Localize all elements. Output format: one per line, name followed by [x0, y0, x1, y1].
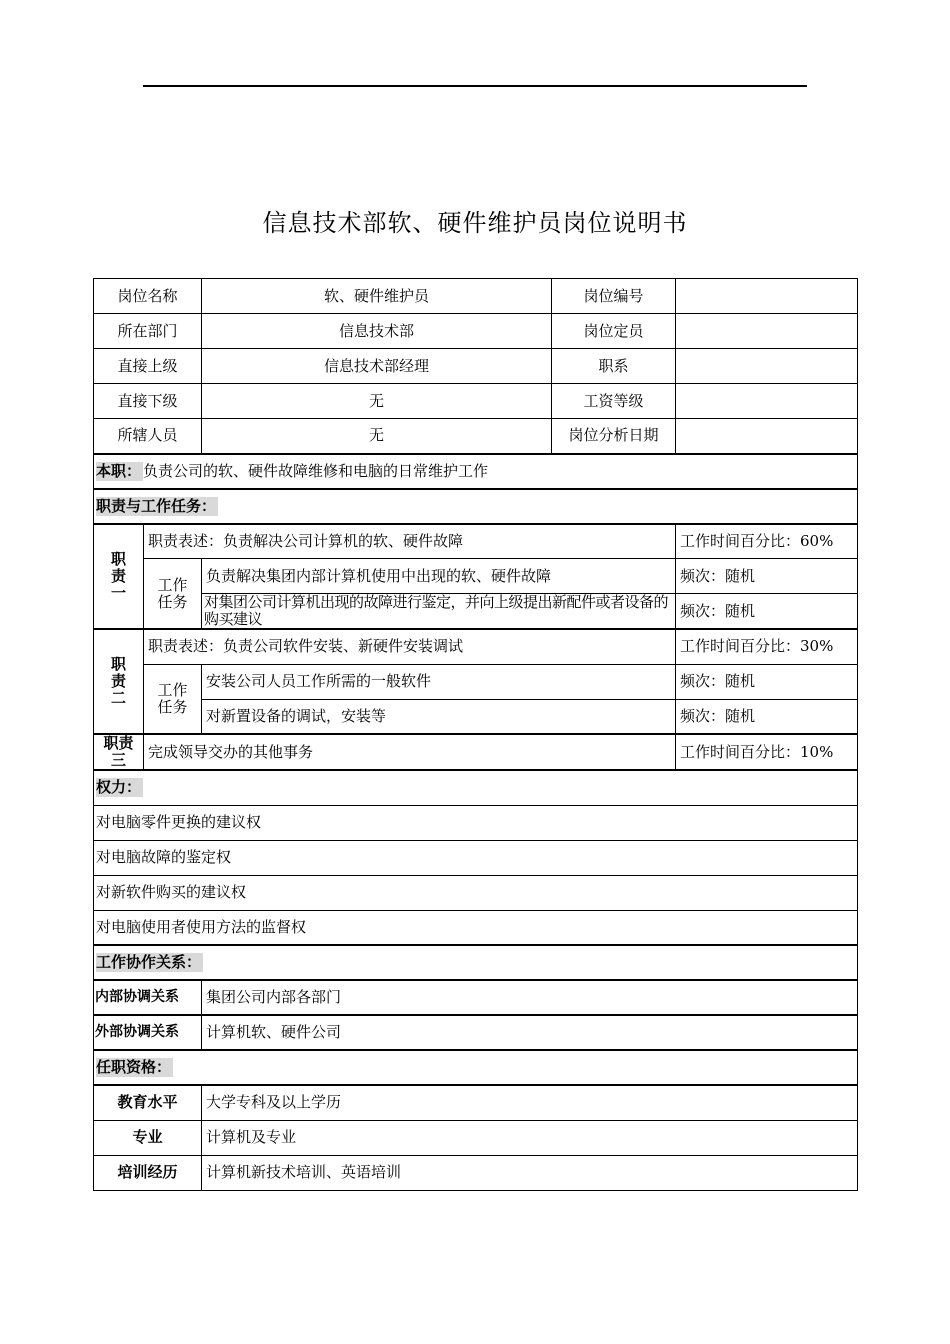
duty-statement: 职责表述：负责公司软件安装、新硬件安装调试 — [144, 629, 676, 664]
basic-label: 直接上级 — [94, 349, 202, 384]
header-rule — [143, 85, 807, 87]
basic-label: 岗位定员 — [552, 314, 676, 349]
basic-label: 直接下级 — [94, 384, 202, 419]
relation-value: 计算机软、硬件公司 — [202, 1015, 858, 1050]
duty-label-char: 一 — [110, 583, 126, 602]
basic-label: 工资等级 — [552, 384, 676, 419]
duty-label-char: 三 — [110, 751, 126, 769]
relation-row — [94, 980, 858, 1015]
duty-label-char: 责 — [110, 566, 126, 585]
relation-label: 内部协调关系 — [94, 980, 202, 1015]
duty-time-share: 工作时间百分比：10% — [676, 734, 858, 770]
section-header-row — [94, 489, 858, 524]
basic-value — [676, 279, 858, 314]
authority-header: 权力： — [96, 778, 142, 797]
basic-label: 所辖人员 — [94, 419, 202, 454]
relation-label: 外部协调关系 — [94, 1015, 202, 1050]
basic-info-row — [94, 419, 858, 454]
duty-statement-row — [94, 734, 858, 770]
duty-1-label — [94, 524, 144, 630]
duty-label-char: 二 — [110, 689, 126, 707]
work-label-line: 任务 — [157, 592, 188, 611]
summary-text: 负责公司的软、硬件故障维修和电脑的日常维护工作 — [143, 461, 489, 480]
duty-time-share: 工作时间百分比：60% — [676, 524, 858, 559]
basic-info-row — [94, 314, 858, 349]
basic-value: 软、硬件维护员 — [202, 279, 552, 314]
task-row — [94, 559, 858, 594]
work-task-label — [144, 664, 202, 734]
basic-label: 岗位分析日期 — [552, 419, 676, 454]
relation-row — [94, 1015, 858, 1050]
section-header-row — [94, 1050, 858, 1085]
authority-row — [94, 875, 858, 910]
qualification-row — [94, 1155, 858, 1190]
task-text: 对新置设备的调试，安装等 — [202, 699, 676, 734]
duty-statement-row — [94, 629, 858, 664]
basic-value: 无 — [202, 419, 552, 454]
basic-label: 岗位名称 — [94, 279, 202, 314]
duty-label-char: 职 — [110, 655, 126, 673]
duty-label-char: 职 — [110, 549, 126, 568]
duty-time-share: 工作时间百分比：30% — [676, 629, 858, 664]
qualification-row — [94, 1085, 858, 1120]
duty-label-char: 责 — [110, 672, 126, 690]
relation-value: 集团公司内部各部门 — [202, 980, 858, 1015]
qualification-label: 教育水平 — [94, 1085, 202, 1120]
basic-label: 岗位编号 — [552, 279, 676, 314]
basic-value — [676, 349, 858, 384]
task-text: 对集团公司计算机出现的故障进行鉴定，并向上级提出新配件或者设备的购买建议 — [202, 594, 676, 630]
task-text: 安装公司人员工作所需的一般软件 — [202, 664, 676, 699]
basic-info-row — [94, 349, 858, 384]
task-frequency: 频次：随机 — [676, 594, 858, 630]
authority-row — [94, 840, 858, 875]
authority-row — [94, 805, 858, 840]
duty-2-label — [94, 629, 144, 734]
relations-header: 工作协作关系： — [96, 953, 202, 971]
qualification-label: 专业 — [94, 1120, 202, 1155]
qualification-label: 培训经历 — [94, 1155, 202, 1190]
job-description-table — [93, 278, 858, 1191]
authority-item: 对电脑使用者使用方法的监督权 — [94, 910, 858, 945]
basic-value — [676, 419, 858, 454]
basic-value — [676, 314, 858, 349]
duty-statement: 完成领导交办的其他事务 — [144, 734, 676, 770]
qualification-row — [94, 1120, 858, 1155]
duty-label-char: 职责 — [103, 734, 134, 752]
task-row — [94, 594, 858, 630]
work-label-line: 任务 — [157, 697, 188, 716]
task-frequency: 频次：随机 — [676, 664, 858, 699]
qualifications-header: 任职资格： — [96, 1058, 172, 1076]
qualification-value: 计算机新技术培训、英语培训 — [202, 1155, 858, 1190]
summary-label: 本职： — [96, 461, 142, 480]
task-frequency: 频次：随机 — [676, 559, 858, 594]
basic-value: 无 — [202, 384, 552, 419]
page-title: 信息技术部软、硬件维护员岗位说明书 — [262, 209, 688, 237]
authority-item: 对电脑故障的鉴定权 — [94, 840, 858, 875]
summary-row — [94, 454, 858, 489]
work-label-line: 工作 — [157, 680, 188, 699]
section-header-row — [94, 770, 858, 805]
task-row — [94, 699, 858, 734]
duty-statement-row — [94, 524, 858, 559]
task-row — [94, 664, 858, 699]
duties-header: 职责与工作任务： — [96, 496, 217, 515]
basic-info-row — [94, 279, 858, 314]
task-text: 负责解决集团内部计算机使用中出现的软、硬件故障 — [202, 559, 676, 594]
work-label-line: 工作 — [157, 575, 188, 594]
basic-label: 所在部门 — [94, 314, 202, 349]
authority-item: 对新软件购买的建议权 — [94, 875, 858, 910]
duty-3-label — [94, 734, 144, 770]
authority-row — [94, 910, 858, 945]
work-task-label — [144, 559, 202, 630]
basic-value — [676, 384, 858, 419]
basic-info-row — [94, 384, 858, 419]
authority-item: 对电脑零件更换的建议权 — [94, 805, 858, 840]
duty-statement: 职责表述：负责解决公司计算机的软、硬件故障 — [144, 524, 676, 559]
qualification-value: 计算机及专业 — [202, 1120, 858, 1155]
basic-value: 信息技术部经理 — [202, 349, 552, 384]
qualification-value: 大学专科及以上学历 — [202, 1085, 858, 1120]
task-frequency: 频次：随机 — [676, 699, 858, 734]
basic-value: 信息技术部 — [202, 314, 552, 349]
basic-label: 职系 — [552, 349, 676, 384]
section-header-row — [94, 945, 858, 980]
